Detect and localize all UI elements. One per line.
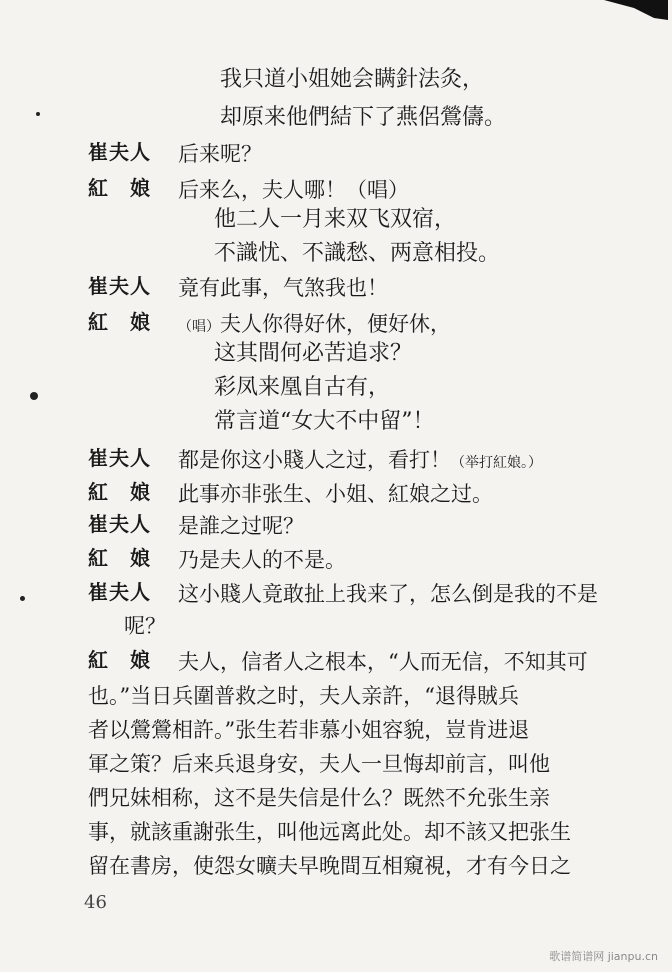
song-line: 他二人一月来双飞双宿，: [214, 207, 457, 232]
ink-speck: [20, 596, 25, 601]
dialogue-line: 这小賤人竟敢扯上我来了，怎么倒是我的不是: [178, 582, 598, 606]
dialogue-text: 夫人你得好休，便好休，: [220, 312, 451, 336]
song-line: 常言道“女大不中留”！: [214, 409, 435, 434]
dialogue-line: 夫人，信者人之根本，“人而无信，不知其可: [178, 650, 588, 674]
song-line: 不識忧、不識愁、两意相投。: [214, 241, 501, 266]
prose-line: 留在書房，使怨女曠夫早晚間互相窺視，才有今日之: [88, 854, 571, 878]
song-line: 这其間何必苦追求？: [214, 341, 413, 366]
speaker-cui: 崔夫人: [88, 512, 151, 536]
speaker-cui: 崔夫人: [88, 140, 151, 164]
prose-line: 事，就該重謝张生，叫他远离此处。却不該又把张生: [88, 820, 571, 844]
corner-stain: [604, 0, 668, 22]
speaker-hong: 紅 娘: [88, 176, 151, 200]
speaker-hong: 紅 娘: [88, 648, 151, 672]
stage-direction: （举打紅娘。）: [451, 455, 542, 471]
watermark: 歌谱简谱网 jianpu.cn: [549, 950, 658, 963]
stage-direction: （唱）: [178, 319, 220, 335]
page-number: 46: [84, 892, 107, 913]
song-line: 却原来他們結下了燕侶鶯儔。: [220, 105, 507, 130]
dialogue-line: 此事亦非张生、小姐、紅娘之过。: [178, 482, 493, 506]
song-line: 我只道小姐她会瞒針法灸，: [220, 67, 485, 92]
dialogue-line: 后来呢？: [178, 142, 262, 166]
speaker-hong: 紅 娘: [88, 546, 151, 570]
dialogue-line: 竟有此事，气煞我也！: [178, 276, 388, 300]
dialogue-line: 呢？: [124, 614, 166, 638]
song-line: 彩凤来凰自古有，: [214, 375, 391, 400]
dialogue-line: 是誰之过呢？: [178, 514, 304, 538]
speaker-cui: 崔夫人: [88, 274, 151, 298]
prose-line: 者以鶯鶯相許。”张生若非慕小姐容貌，豈肯进退: [88, 718, 530, 742]
dialogue-line: 乃是夫人的不是。: [178, 548, 346, 572]
dialogue-line: [178, 310, 451, 341]
dialogue-text: 都是你这小賤人之过，看打！: [178, 448, 451, 472]
prose-line: 們兄妹相称，这不是失信是什么？既然不允张生亲: [88, 786, 550, 810]
dialogue-line: 后来么，夫人哪！（唱）: [178, 178, 409, 202]
ink-speck: [36, 112, 40, 116]
speaker-hong: 紅 娘: [88, 310, 151, 334]
speaker-cui: 崔夫人: [88, 446, 151, 470]
prose-line: 軍之策？后来兵退身安，夫人一旦悔却前言，叫他: [88, 752, 550, 776]
dialogue-line: [178, 446, 542, 477]
speaker-hong: 紅 娘: [88, 480, 151, 504]
ink-speck: [30, 392, 38, 400]
speaker-cui: 崔夫人: [88, 580, 151, 604]
prose-line: 也。”当日兵圍普救之时，夫人亲許，“退得賊兵: [88, 684, 519, 708]
